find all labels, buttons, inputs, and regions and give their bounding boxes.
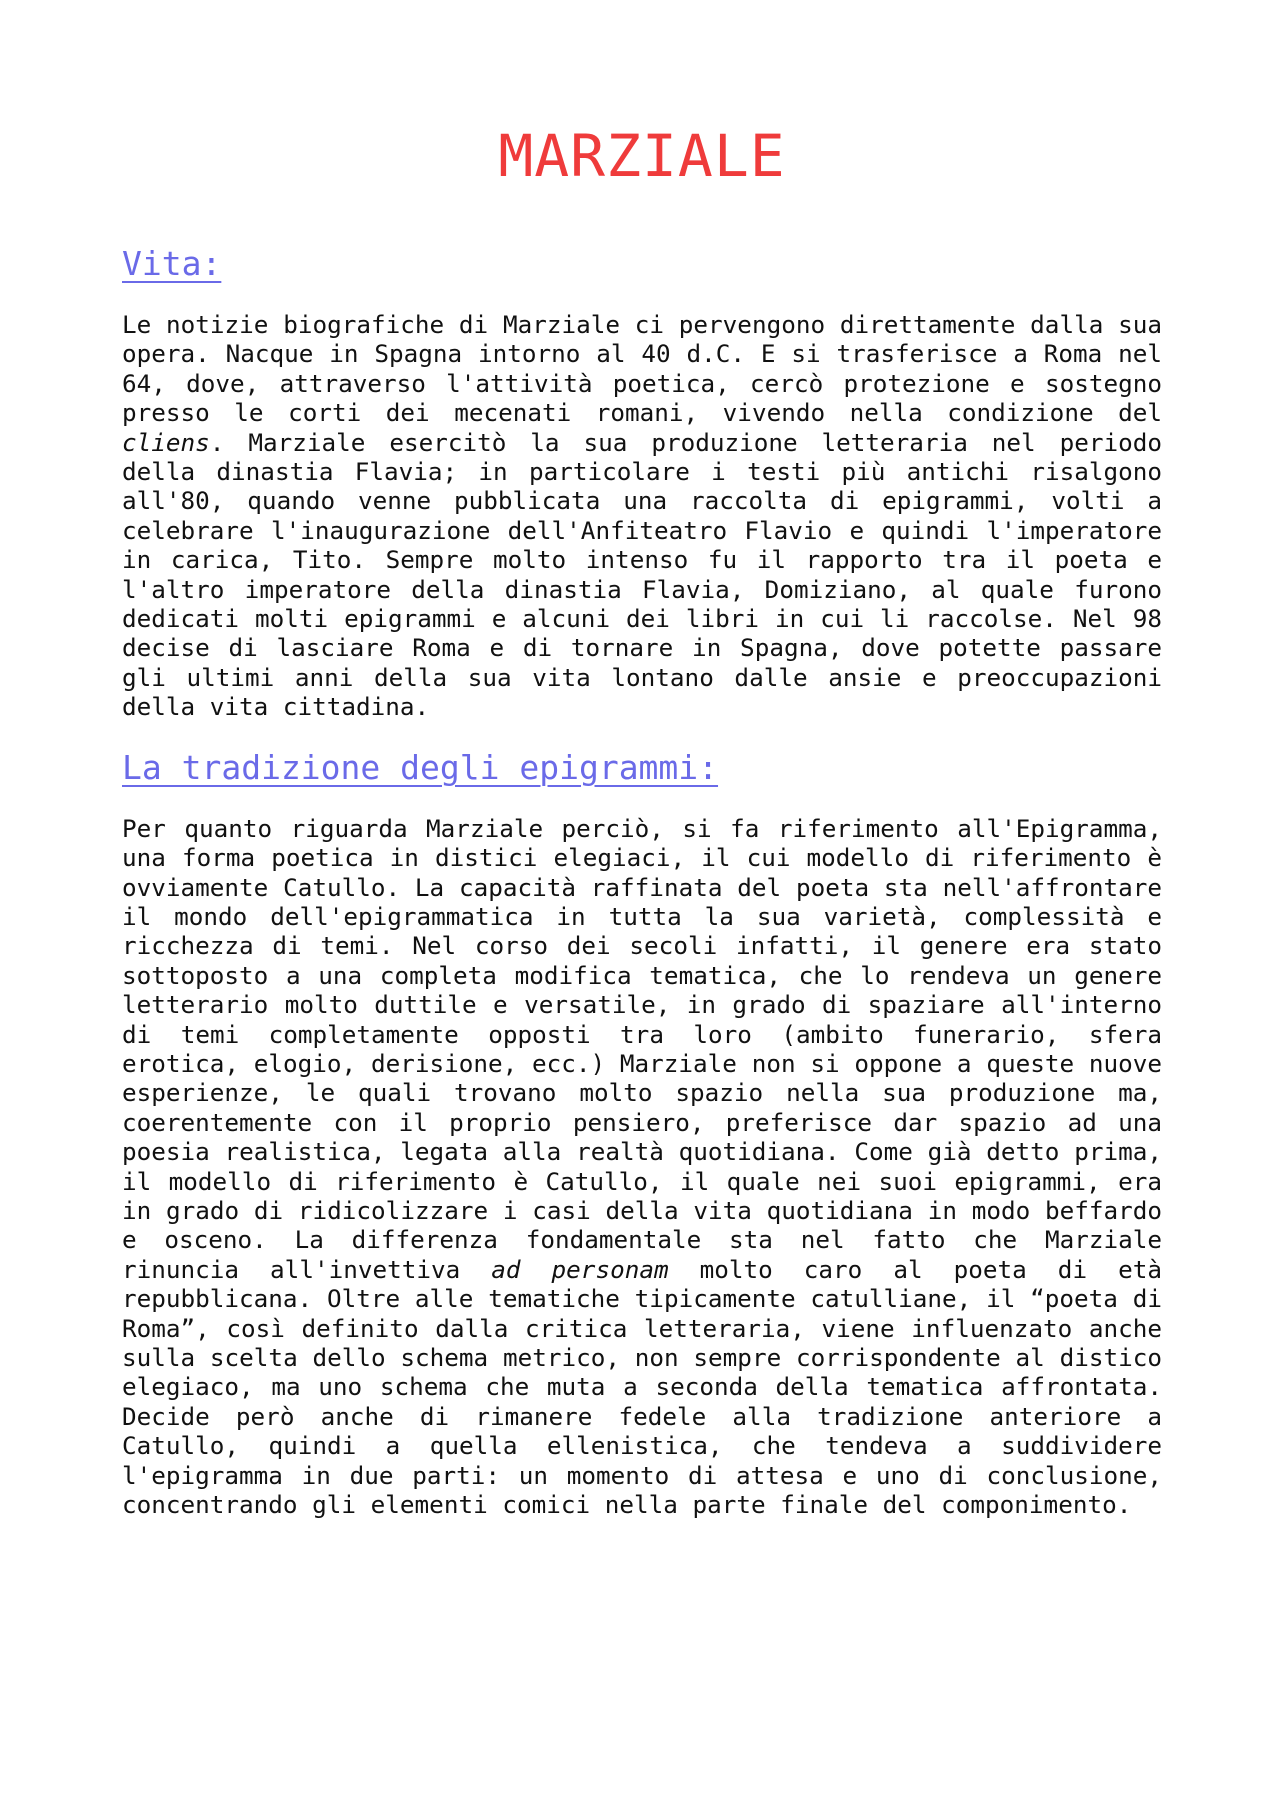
document-title: MARZIALE (498, 122, 786, 190)
italic-term: ad personam (491, 1254, 669, 1284)
paragraph-text: Per quanto riguarda Marziale perciò, si fa riferimento all'Epigramma, una forma poetica in distici elegiaci, il cui modello di riferimento è ovviamente Catullo. La capacità raffinata del poeta sta nell'affrontare il mondo dell'epigrammatica in tutta la sua varietà, complessità e ricchezza di temi. Nel corso dei secoli infatti, il genere era stato sottoposto a una completa modifica tematica, che lo rendeva un genere letterario molto duttile e versatile, in grado di spaziare all'interno di temi completamente opposti tra loro (ambito funerario, sfera erotica, elogio, derisione, ecc.) Marziale non si oppone a queste nuove esperienze, le quali trovano molto spazio nella sua produzione ma, coerentemente con il proprio pensiero, preferisce dar spazio ad una poesia realistica, legata alla realtà quotidiana. Come già detto prima, il modello di riferimento è Catullo, il quale nei suoi epigrammi, era in grado di ridicolizzare i casi della vita quotidiana in modo beffardo e osceno. La differenza fondamentale sta nel fatto che Marziale rinuncia all'invettiva (122, 813, 1162, 1284)
section-paragraph-tradizione (122, 814, 1162, 1520)
document-page (122, 0, 1162, 1519)
italic-term: cliens (122, 427, 210, 457)
paragraph-text: molto caro al poeta di età repubblicana. Oltre alle tematiche tipicamente catulliane, il “poeta di Roma”, così definito dalla critica letteraria, viene influenzato anche sulla scelta dello schema metrico, non sempre corrispondente al distico elegiaco, ma uno schema che muta a seconda della tematica affrontata. Decide però anche di rimanere fedele alla tradizione anteriore a Catullo, quindi a quella ellenistica, che tendeva a suddividere l'epigramma in due parti: un momento di attesa e uno di conclusione, concentrando gli elementi comici nella parte finale del componimento. (122, 1254, 1162, 1520)
paragraph-text: Le notizie biografiche di Marziale ci pervengono direttamente dalla sua opera. Nacque in Spagna intorno al 40 d.C. E si trasferisce a Roma nel 64, dove, attraverso l'attività poetica, cercò protezione e sostegno presso le corti dei mecenati romani, vivendo nella condizione del (122, 310, 1162, 428)
section-paragraph-vita (122, 310, 1162, 722)
section-heading-vita: Vita: (122, 244, 222, 283)
section-heading-tradizione: La tradizione degli epigrammi: (122, 747, 719, 787)
paragraph-text: . Marziale esercitò la sua produzione letteraria nel periodo della dinastia Flavia; in particolare i testi più antichi risalgono all'80, quando venne pubblicata una raccolta di epigrammi, volti a celebrare l'inaugurazione dell'Anfiteatro Flavio e quindi l'imperatore in carica, Tito. Sempre molto intenso fu il rapporto tra il poeta e l'altro imperatore della dinastia Flavia, Domiziano, al quale furono dedicati molti epigrammi e alcuni dei libri in cui li raccolse. Nel 98 decise di lasciare Roma e di tornare in Spagna, dove potette passare gli ultimi anni della sua vita lontano dalle ansie e preoccupazioni della vita cittadina. (122, 427, 1162, 722)
